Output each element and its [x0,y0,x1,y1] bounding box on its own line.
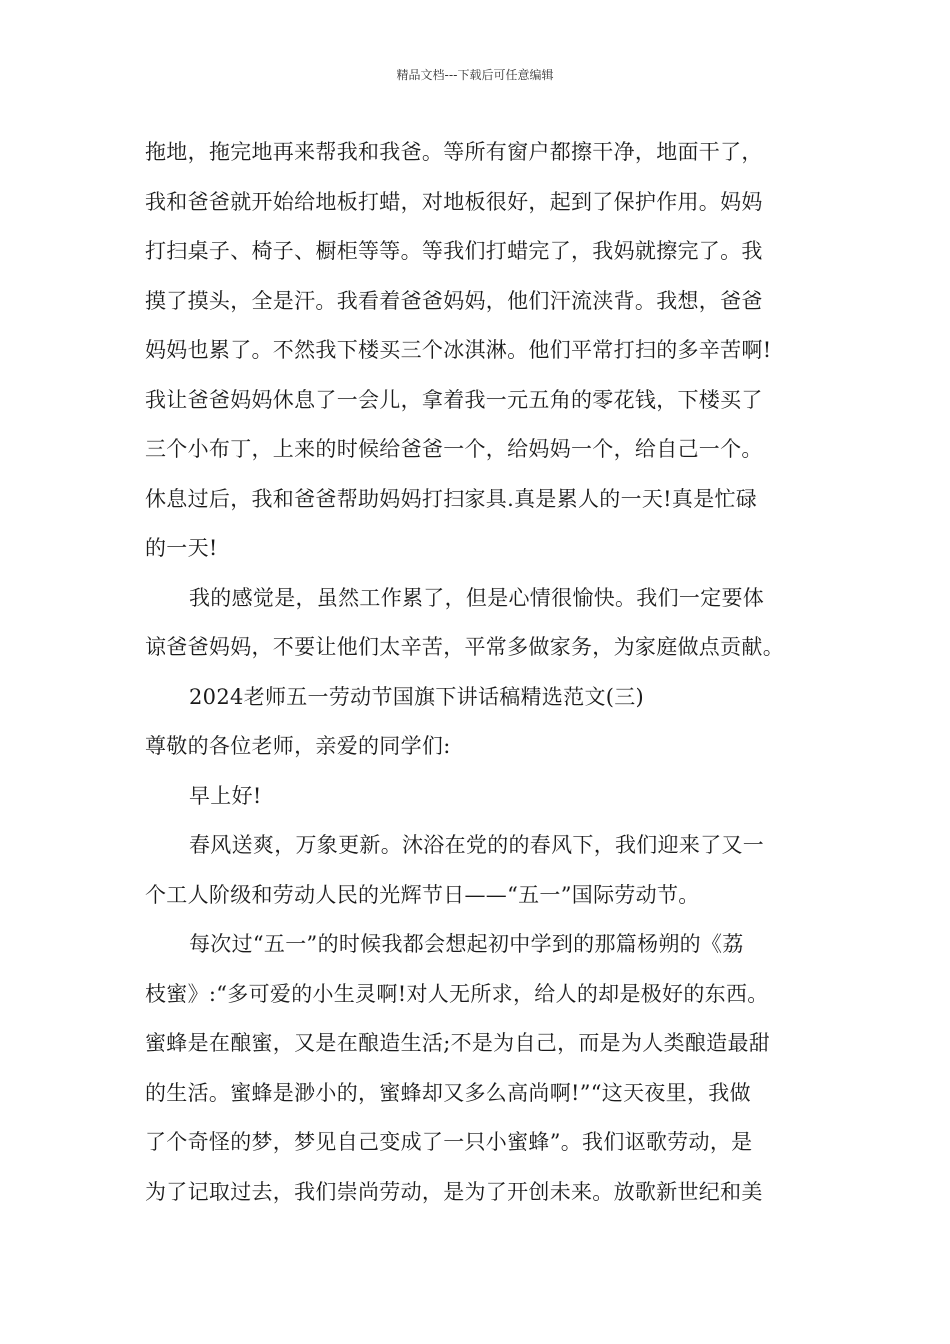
text-line: 谅爸爸妈妈，不要让他们太辛苦，平常多做家务，为家庭做点贡献。 [145,635,784,659]
greeting: 早上好! [189,783,262,808]
text-line: 蜜蜂是在酿蜜，又是在酿造生活;不是为自己，而是为人类酿造最甜 [145,1031,771,1055]
text-line: 打扫桌子、椅子、橱柜等等。等我们打蜡完了，我妈就擦完了。我 [145,239,763,263]
text-line: 个工人阶级和劳动人民的光辉节日——“五一”国际劳动节。 [145,882,700,907]
text-line: 了个奇怪的梦，梦见自己变成了一只小蜜蜂”。我们讴歌劳动，是 [145,1130,753,1154]
text-line: 为了记取过去，我们崇尚劳动，是为了开创未来。放歌新世纪和美 [145,1179,763,1204]
paragraph-start-line: 我的感觉是，虽然工作累了，但是心情很愉快。我们一定要体 [189,585,765,610]
text-line: 摸了摸头，全是汗。我看着爸爸妈妈，他们汗流浃背。我想，爸爸 [145,288,763,313]
text-line: 的一天! [145,536,218,560]
text-line: 三个小布丁，上来的时候给爸爸一个，给妈妈一个，给自己一个。 [145,437,763,461]
salutation: 尊敬的各位老师，亲爱的同学们: [145,734,451,758]
text-line: 我和爸爸就开始给地板打蜡，对地板很好，起到了保护作用。妈妈 [145,189,763,214]
text-line: 的生活。蜜蜂是渺小的，蜜蜂却又多么高尚啊!”“这天夜里，我做 [145,1080,751,1105]
document-body [145,128,825,1217]
text-line: 枝蜜》:“多可爱的小生灵啊!对人无所求，给人的却是极好的东西。 [145,981,769,1006]
text-line: 休息过后，我和爸爸帮助妈妈打扫家具.真是累人的一天!真是忙碌 [145,486,758,511]
page-header: 精品文档---下载后可任意编辑 [396,68,554,82]
section-title: 2024老师五一劳动节国旗下讲话稿精选范文(三) [189,684,645,709]
text-line: 拖地，拖完地再来帮我和我爸。等所有窗户都擦干净，地面干了， [145,140,763,164]
text-line: 我让爸爸妈妈休息了一会儿，拿着我一元五角的零花钱，下楼买了 [145,387,763,412]
text-line: 妈妈也累了。不然我下楼买三个冰淇淋。他们平常打扫的多辛苦啊! [145,338,772,362]
paragraph-start-line: 春风送爽，万象更新。沐浴在党的的春风下，我们迎来了又一 [189,833,765,857]
paragraph-start-line: 每次过“五一”的时候我都会想起初中学到的那篇杨朔的《荔 [189,932,744,956]
